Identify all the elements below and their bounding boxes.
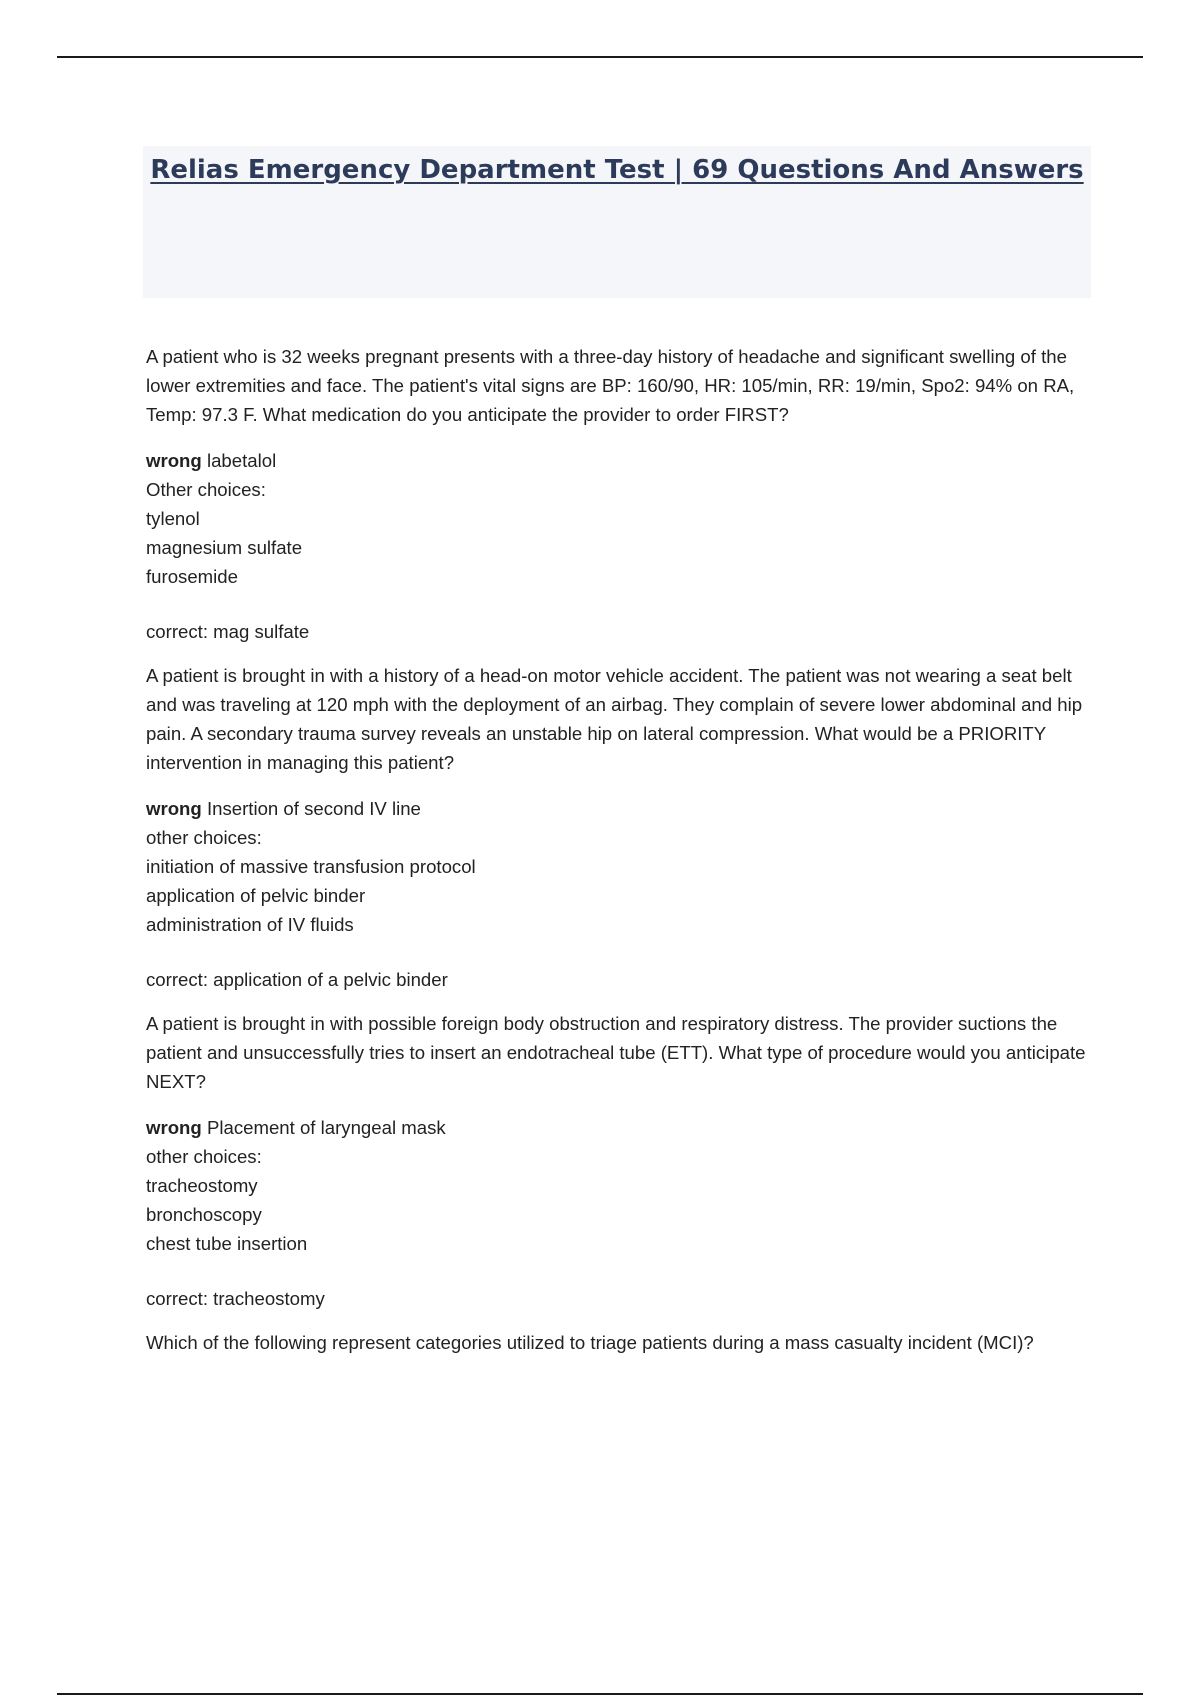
choice-item: tracheostomy: [146, 1175, 258, 1196]
question-2-correct-answer: correct: application of a pelvic binder: [146, 969, 448, 990]
bottom-rule: [57, 1693, 1143, 1695]
top-rule: [57, 56, 1143, 58]
wrong-answer-line: [146, 446, 1096, 475]
question-2-prompt: A patient is brought in with a history of a head-on motor vehicle accident. The patient was not wearing a seat belt and was traveling at 120 mph with the deployment of an airbag. They complain of severe lower abdominal and hip pain. A secondary trauma survey reveals an unstable hip on lateral compression. What would be a PRIORITY intervention in managing this patient?: [146, 665, 1083, 773]
question-1-correct-answer: correct: mag sulfate: [146, 621, 310, 642]
other-choices-label: Other choices:: [146, 479, 266, 500]
question-3-prompt: A patient is brought in with possible foreign body obstruction and respiratory distress. The provider suctions the patient and unsuccessfully tries to insert an endotracheal tube (ETT). What type of procedure would you anticipate NEXT?: [146, 1013, 1086, 1092]
other-choices-label: other choices:: [146, 827, 262, 848]
wrong-answer: Insertion of second IV line: [201, 798, 421, 819]
choice-item: tylenol: [146, 508, 200, 529]
wrong-label: wrong: [146, 1117, 202, 1138]
question-4-prompt: Which of the following represent categories utilized to triage patients during a mass casualty incident (MCI)?: [146, 1332, 1034, 1353]
choice-item: administration of IV fluids: [146, 914, 354, 935]
choice-item: magnesium sulfate: [146, 537, 303, 558]
choice-item: chest tube insertion: [146, 1233, 308, 1254]
question-2-answers: [146, 794, 1096, 939]
choice-item: application of pelvic binder: [146, 885, 366, 906]
question-1-answers: [146, 446, 1096, 591]
wrong-answer-line: [146, 794, 1096, 823]
question-1-prompt: A patient who is 32 weeks pregnant presents with a three-day history of headache and significant swelling of the lower extremities and face. The patient's vital signs are BP: 160/90, HR: 105/min, RR: 19/min, Spo2: 94% on RA, Temp: 97.3 F. What medication do you anticipate the provider to order FIRST?: [146, 346, 1075, 425]
wrong-answer: Placement of laryngeal mask: [201, 1117, 446, 1138]
choice-item: initiation of massive transfusion protocol: [146, 856, 476, 877]
other-choices-label: other choices:: [146, 1146, 262, 1167]
choice-item: bronchoscopy: [146, 1204, 262, 1225]
question-3-correct-answer: correct: tracheostomy: [146, 1288, 325, 1309]
wrong-answer: labetalol: [201, 450, 277, 471]
document-body: [146, 342, 1096, 1374]
wrong-label: wrong: [146, 798, 202, 819]
document-title: Relias Emergency Department Test | 69 Questions And Answers: [150, 155, 1084, 185]
wrong-answer-line: [146, 1113, 1096, 1142]
wrong-label: wrong: [146, 450, 202, 471]
question-3-answers: [146, 1113, 1096, 1258]
title-banner: [143, 146, 1091, 298]
choice-item: furosemide: [146, 566, 238, 587]
